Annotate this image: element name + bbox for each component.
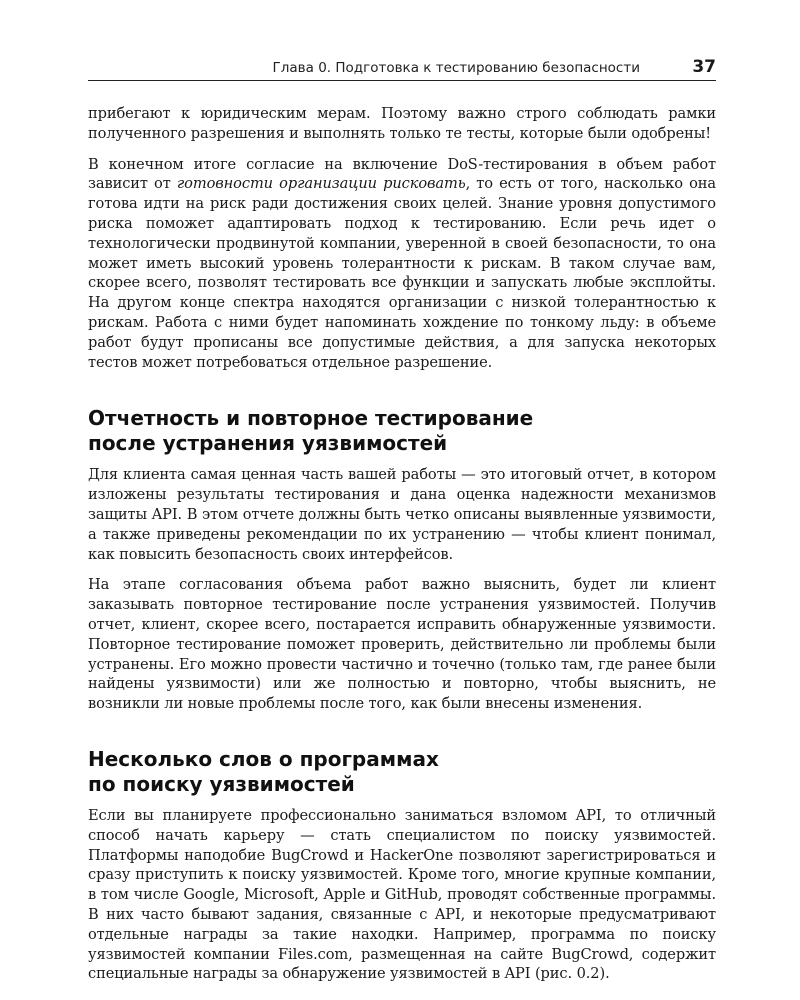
paragraph-text: , то есть от того, насколько она готова идти на риск ради достижения своих целей. Знание уровня допустимого риска поможет адаптировать подход к тестированию. Если речь идет о технологически продвинутой компании, уверенной в своей безопасности, то она может иметь высокий уровень толерантности к рискам. В таком случае вам, скорее всего, позволят тестировать все функции и запускать любые эксплойты. На другом конце спектра находятся организации с низкой толерантностью к рискам. Работа с ними будет напоминать хождение по тонкому льду: в объеме работ будут прописаны все допустимые действия, а для запуска некоторых тестов может потребоваться отдельное разрешение. xyxy=(88,175,716,371)
chapter-title: Глава 0. Подготовка к тестированию безопасности xyxy=(272,60,640,76)
heading-line: Отчетность и повторное тестирование xyxy=(88,406,534,431)
emphasis-text: готовности организации рисковать xyxy=(176,175,466,193)
heading-line: после устранения уязвимостей xyxy=(88,431,448,456)
paragraph: Если вы планируете профессионально заниматься взломом API, то отличный способ начать карьеру — стать специалистом по поиску уязвимостей. Платформы наподобие BugCrowd и HackerOne позволяют зарегистрироваться и сразу приступить к поиску уязвимостей. Кроме того, многие крупные компании, в том числе Google, Microsoft, Apple и GitHub, проводят собственные программы. В них часто бывают задания, связанные с API, и некоторые предусматривают отдельные награды за такие находки. Например, программа по поиску уязвимостей компании Files.com, размещенная на сайте BugCrowd, содержит специальные награды за обнаружение уязвимостей в API (рис. 0.2). xyxy=(88,806,716,983)
section-heading xyxy=(88,406,716,456)
paragraph: Для клиента самая ценная часть вашей работы — это итоговый отчет, в котором изложены результаты тестирования и дана оценка надежности механизмов защиты API. В этом отчете должны быть четко описаны выявленные уязвимости, а также приведены рекомендации по их устранению — чтобы клиент понимал, как повысить безопасность своих интерфейсов. xyxy=(88,466,716,563)
page-number: 37 xyxy=(692,57,716,77)
running-header xyxy=(88,54,716,81)
section-heading xyxy=(88,747,716,797)
heading-line: по поиску уязвимостей xyxy=(88,771,355,796)
paragraph: На этапе согласования объема работ важно выяснить, будет ли клиент заказывать повторное тестирование после устранения уязвимостей. Получив отчет, клиент, скорее всего, постарается исправить обнаруженные уязвимости. Повторное тестирование поможет проверить, действительно ли проблемы были устранены. Его можно провести частично и точечно (только там, где ранее были найдены уязвимости) или же полностью и повторно, чтобы выяснить, не возникли ли новые проблемы после того, как были внесены изменения. xyxy=(88,576,716,713)
paragraph: прибегают к юридическим мерам. Поэтому важно строго соблюдать рамки полученного разрешения и выполнять только те тесты, которые были одобрены! xyxy=(88,105,716,142)
heading-line: Несколько слов о программах xyxy=(88,746,439,771)
page-body xyxy=(88,104,716,984)
paragraph xyxy=(88,155,716,373)
paragraph-text: В конечном итоге согласие на включение DoS-тестирования в объем работ зависит от xyxy=(88,155,716,193)
